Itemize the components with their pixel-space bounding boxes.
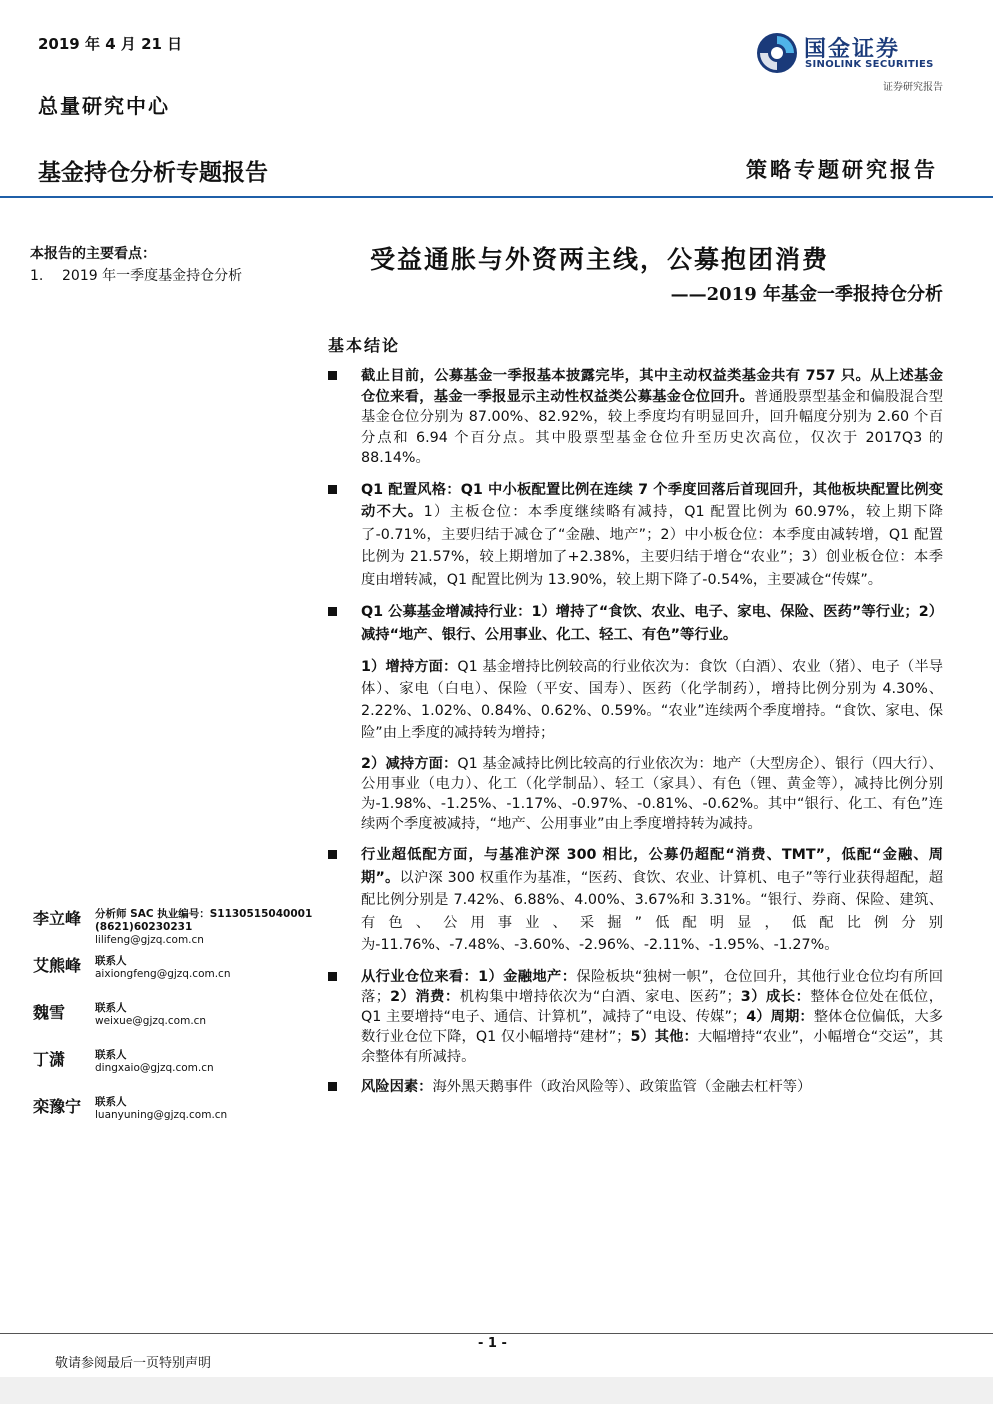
- analyst-name: 栾豫宁: [33, 1097, 82, 1116]
- conclusion-bullet: [328, 366, 943, 469]
- bullet-body: 整体仓位处在低位，Q1 主要增持“电子、通信、计算机”，减持了“电设、传媒”；: [361, 988, 944, 1025]
- conclusion-bullet: [328, 844, 943, 957]
- bullet-lead: Q1 配置风格：Q1 中小板配置比例在连续 7 个季度回落后首现回升，其他板块配置比例变动不大。: [361, 481, 943, 520]
- logo-en-name: SINOLINK SECURITIES: [805, 59, 934, 70]
- square-bullet-icon: [328, 1082, 337, 1091]
- bullet-lead: 4）周期：: [746, 1008, 814, 1025]
- highlights-title: 本报告的主要看点：: [30, 246, 156, 262]
- analyst-email[interactable]: lilifeng@gjzq.com.cn: [95, 934, 204, 946]
- header-divider: [0, 196, 993, 198]
- paragraph-lead: 1）增持方面：: [361, 659, 458, 675]
- bullet-lead: 截止目前，公募基金一季报基本披露完毕，其中主动权益类基金共有 757 只。从上述基金仓位来看，基金一季报显示主动性权益类公募基金仓位回升。: [361, 368, 943, 405]
- analyst-info: [95, 955, 231, 981]
- analyst-role: 联系人: [95, 1096, 127, 1108]
- bullet-lead: 风险因素：: [361, 1078, 433, 1095]
- bullet-lead: 5）其他：: [630, 1028, 698, 1045]
- analyst-info: [95, 1049, 214, 1075]
- highlight-item-number: 1.: [30, 268, 44, 284]
- analyst-email[interactable]: dingxaio@gjzq.com.cn: [95, 1062, 214, 1074]
- logo-cn-name: 国金证券: [804, 37, 901, 62]
- report-type-title: 基金持仓分析专题报告: [38, 160, 268, 186]
- bullet-body: 保险板块“独树一帜”，仓位回升，其他行业仓位均有所回落；: [361, 968, 944, 1005]
- paragraph-lead: 2）减持方面：: [361, 756, 458, 772]
- conclusion-bullet: [328, 967, 943, 1067]
- bullet-lead: Q1 公募基金增减持行业：1）增持了“食饮、农业、电子、家电、保险、医药”等行业；2）减持“地产、银行、公用事业、化工、轻工、有色”等行业。: [361, 604, 943, 643]
- analyst-email[interactable]: weixue@gjzq.com.cn: [95, 1015, 207, 1027]
- main-title: 受益通胀与外资两主线，公募抱团消费: [370, 245, 830, 274]
- sinolink-logo-icon: [756, 32, 798, 74]
- square-bullet-icon: [328, 371, 337, 380]
- conclusion-bullet: [328, 479, 943, 592]
- bullet-body: 1）主板仓位：本季度继续略有减持，Q1 配置比例为 60.97%，较上期下降了-0.71%，主要归结于减仓了“金融、地产”；2）中小板仓位：本季度由减转增，Q1 配置比例为 21.57%，较上期增加了+2.38%，主要归结于增仓“农业”；3）创业板仓位：本季度由增转减，Q1 配置比例为 13.90%，较上期下降了-0.54%，主要减仓“传媒”。: [361, 504, 944, 588]
- analyst-role: 联系人: [95, 955, 127, 967]
- conclusion-bullet: [328, 1077, 943, 1098]
- highlight-item: [30, 265, 242, 285]
- analyst-email[interactable]: aixiongfeng@gjzq.com.cn: [95, 968, 231, 980]
- paragraph-body: Q1 基金增持比例较高的行业依次为：食饮（白酒）、农业（猪）、电子（半导体）、家电（白电）、保险（平安、国寿）、医药（化学制药），增持比例分别为 4.30%、2.22%、1.02%、0.84%、0.62%、0.59%。“农业”连续两个季度增持。“食饮、家电、保险”由上季度的减持转为增持；: [361, 659, 944, 741]
- square-bullet-icon: [328, 485, 337, 494]
- page-number: - 1 -: [478, 1336, 507, 1351]
- section-heading: 基本结论: [328, 336, 401, 355]
- bullet-body: 整体仓位偏低，大多数行业仓位下降，Q1 仅小幅增持“建材”；: [361, 1008, 943, 1045]
- bullet-lead: 行业超低配方面，与基准沪深 300 相比，公募仍超配“消费、TMT”，低配“金融、周期”。: [361, 847, 943, 886]
- bullet-body: 普通股票型基金和偏股混合型基金仓位分别为 87.00%、82.92%，较上季度均有明显回升，回升幅度分别为 2.60 个百分点和 6.94 个百分点。其中股票型基金仓位升至历史次高位，仅次于 2017Q3 的 88.14%。: [361, 388, 944, 466]
- report-category: 策略专题研究报告: [746, 157, 938, 182]
- sub-title: ——2019 年基金一季报持仓分析: [670, 284, 943, 305]
- research-center-name: 总量研究中心: [38, 94, 170, 118]
- analyst-role: 分析师 SAC 执业编号：S1130515040001: [95, 908, 313, 920]
- analyst-name: 丁潇: [33, 1050, 66, 1069]
- disclaimer-note: 敬请参阅最后一页特别声明: [55, 1356, 212, 1371]
- analyst-role: 联系人: [95, 1002, 127, 1014]
- bullet-body: 机构集中增持依次为“白酒、家电、医药”；: [459, 988, 741, 1005]
- analyst-role: 联系人: [95, 1049, 127, 1061]
- square-bullet-icon: [328, 850, 337, 859]
- decrease-paragraph: [328, 754, 943, 834]
- sinolink-logo: [756, 32, 946, 77]
- analyst-name: 魏雪: [33, 1003, 66, 1022]
- bullet-lead: 从行业仓位来看：1）金融地产：: [361, 968, 577, 985]
- conclusion-list: [328, 366, 943, 1107]
- analyst-info: [95, 1096, 227, 1122]
- conclusion-bullet: [328, 601, 943, 646]
- bullet-lead: 2）消费：: [390, 988, 460, 1005]
- square-bullet-icon: [328, 607, 337, 616]
- analyst-name: 艾熊峰: [33, 956, 82, 975]
- paragraph-body: Q1 基金减持比例比较高的行业依次为：地产（大型房企）、银行（四大行）、公用事业（电力）、化工（化学制品）、轻工（家具）、有色（锂、黄金等），减持比例分别为-1.98%、-1.25%、-1.17%、-0.97%、-0.81%、-0.62%。其中“银行、化工、有色”连续两个季度被减持，“地产、公用事业”由上季度增持转为减持。: [361, 756, 944, 832]
- bullet-lead: 3）成长：: [740, 988, 811, 1005]
- analyst-phone: (8621)60230231: [95, 921, 193, 933]
- analyst-info: [95, 908, 312, 947]
- bullet-body: 以沪深 300 权重作为基准，“医药、食饮、农业、计算机、电子”等行业获得超配，超配比例分别是 7.42%、6.88%、4.00%、3.67%和 3.31%。“银行、券商、保险、建筑、有色、公用事业、采掘”低配明显，低配比例分别为-11.76%、-7.48%、-3.60%、-2.96%、-2.11%、-1.95%、-1.27%。: [361, 869, 943, 953]
- logo-subtitle: 证券研究报告: [883, 82, 943, 93]
- bullet-body: 大幅增持“农业”，小幅增仓“交运”，其余整体有所减持。: [361, 1028, 943, 1065]
- analyst-info: [95, 1002, 206, 1028]
- bottom-band: [0, 1377, 993, 1404]
- bullet-body: 海外黑天鹅事件（政治风险等）、政策监管（金融去杠杆等）: [432, 1078, 812, 1095]
- footer-divider: [0, 1333, 993, 1334]
- analyst-name: 李立峰: [33, 909, 82, 928]
- increase-paragraph: [328, 656, 943, 744]
- analyst-email[interactable]: luanyuning@gjzq.com.cn: [95, 1109, 228, 1121]
- report-date: 2019 年 4 月 21 日: [38, 35, 183, 53]
- square-bullet-icon: [328, 972, 337, 981]
- highlight-item-text: 2019 年一季度基金持仓分析: [62, 268, 243, 284]
